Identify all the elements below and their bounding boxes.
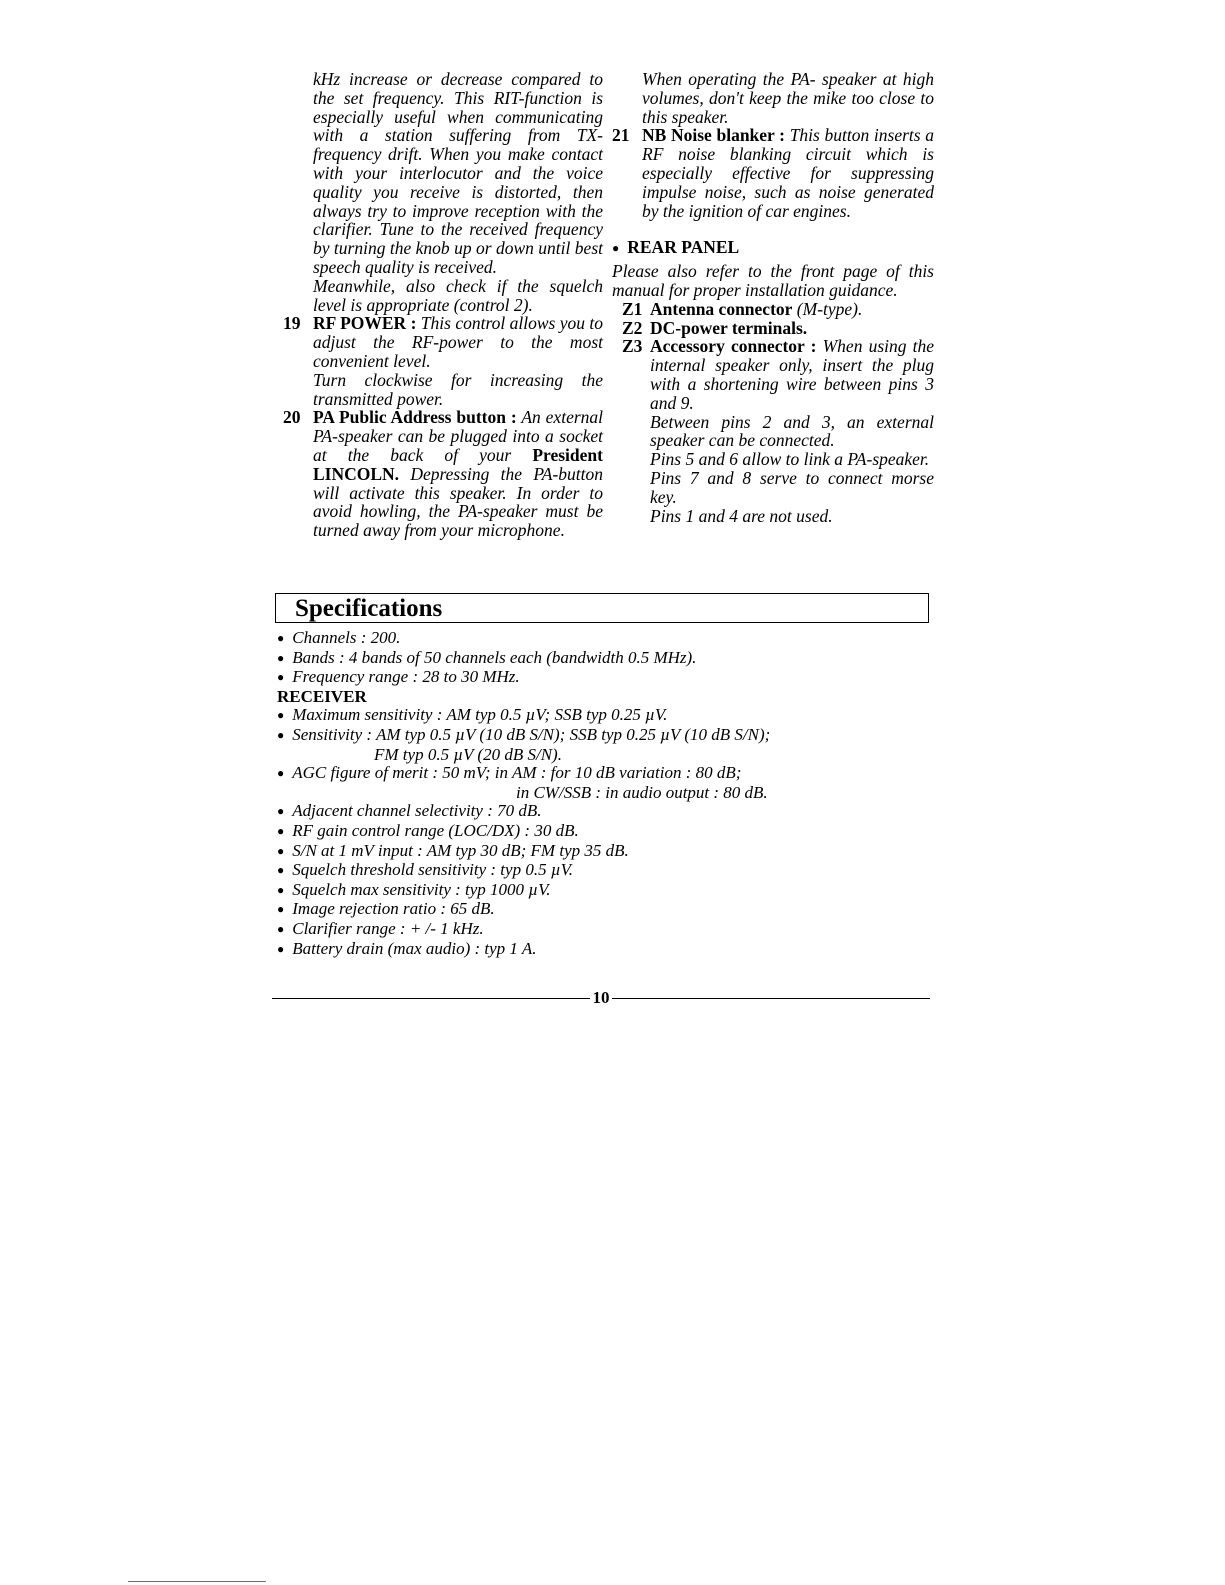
item-title: DC-power terminals. xyxy=(650,317,808,338)
item-title: NB Noise blanker : xyxy=(642,125,786,146)
pins-5-6: Pins 5 and 6 allow to link a PA-speaker. xyxy=(650,449,930,470)
item-text: This button inserts a RF noise blanking circuit which is especially effective for suppressing impulse noise, such as noise generated by the ignition of car engines. xyxy=(642,125,934,221)
item-number: 21 xyxy=(612,125,630,146)
item-number: 20 xyxy=(283,407,301,428)
pa-volume-note: When operating the PA- speaker at high volumes, don't keep the mike too close to this speaker. xyxy=(642,69,934,127)
spec-adjacent-channel: ● Adjacent channel selectivity : 70 dB. xyxy=(277,802,927,822)
brand-name: President LINCOLN. xyxy=(313,444,603,484)
item-title: RF POWER : xyxy=(313,313,417,334)
item-19-rf-power xyxy=(283,314,603,408)
spec-signal-noise: ● S/N at 1 mV input : AM typ 30 dB; FM typ 35 dB. xyxy=(277,842,927,862)
spec-agc-cw-ssb: in CW/SSB : in audio output : 80 dB. xyxy=(516,782,768,802)
rear-panel-intro: Please also refer to the front page of this manual for proper installation guidance. xyxy=(612,261,934,300)
item-number: Z2 xyxy=(622,317,643,338)
squelch-note: Meanwhile, also check if the squelch level is appropriate (control 2). xyxy=(313,275,603,315)
pa-continuation xyxy=(612,70,934,126)
page-footer xyxy=(272,988,930,1010)
z3-accessory xyxy=(612,337,934,525)
spec-image-rejection: ● Image rejection ratio : 65 dB. xyxy=(277,900,927,920)
bottom-edge-line xyxy=(128,1581,266,1582)
item-title: Antenna connector xyxy=(650,298,793,319)
footer-rule-left xyxy=(272,998,590,999)
spec-sensitivity-fm: FM typ 0.5 µV (20 dB S/N). xyxy=(374,744,562,764)
spec-clarifier-range: ● Clarifier range : + /- 1 kHz. xyxy=(277,920,927,940)
item-text-a: An external PA-speaker can be plugged into a socket at the back of your xyxy=(313,407,604,465)
z2-dc-power xyxy=(612,319,934,338)
spec-sensitivity: ● Sensitivity : AM typ 0.5 µV (10 dB S/N); SSB typ 0.25 µV (10 dB S/N); xyxy=(277,726,927,746)
spec-bands: ● Bands : 4 bands of 50 channels each (bandwidth 0.5 MHz). xyxy=(277,649,927,669)
item-number: Z3 xyxy=(622,336,643,357)
spec-max-sensitivity: ● Maximum sensitivity : AM typ 0.5 µV; SSB typ 0.25 µV. xyxy=(277,706,927,726)
specifications-title: Specifications xyxy=(295,595,443,622)
rit-clarifier-text: kHz increase or decrease compared to the set frequency. This RIT-function is especially useful when communicating with a station suffering from TX-frequency drift. When you make contact with your interlocutor and the voice quality you receive is distorted, then always try to improve reception with the clarifier. Tune to the received frequency by turning the knob up or down until best speech quality is received. xyxy=(313,69,603,277)
specifications-list xyxy=(277,629,927,959)
pins-2-3: Between pins 2 and 3, an external speaker can be connected. xyxy=(650,411,934,451)
left-column xyxy=(283,70,603,540)
item-number: Z1 xyxy=(622,298,643,319)
item-text-b: Depressing the PA-button will activate this speaker. In order to avoid howling, the PA-speaker must be turned away from your microphone. xyxy=(313,463,604,541)
receiver-heading: RECEIVER xyxy=(277,686,367,706)
specifications-title-box xyxy=(275,593,929,623)
item-20-pa-button xyxy=(283,408,603,540)
pins-7-8: Pins 7 and 8 serve to connect morse key. xyxy=(650,467,934,507)
z1-antenna xyxy=(612,300,934,319)
intro-block xyxy=(283,70,603,314)
pins-1-4: Pins 1 and 4 are not used. xyxy=(650,505,833,526)
spec-rf-gain: ● RF gain control range (LOC/DX) : 30 dB. xyxy=(277,822,927,842)
spec-battery-drain: ● Battery drain (max audio) : typ 1 A. xyxy=(277,940,927,960)
item-text-2: Turn clockwise for increasing the transmitted power. xyxy=(313,369,603,409)
page-number: 10 xyxy=(592,988,610,1007)
spec-squelch-max: ● Squelch max sensitivity : typ 1000 µV. xyxy=(277,881,927,901)
item-text: (M-type). xyxy=(796,298,863,319)
footer-rule-right xyxy=(612,998,930,999)
item-number: 19 xyxy=(283,313,301,334)
spec-channels: ● Channels : 200. xyxy=(277,629,927,649)
rear-panel-heading: ● REAR PANEL xyxy=(612,238,934,259)
item-title: PA Public Address button : xyxy=(313,407,517,428)
item-text: This control allows you to adjust the RF-power to the most convenient level. xyxy=(313,313,603,371)
spec-agc: ● AGC figure of merit : 50 mV; in AM : for 10 dB variation : 80 dB; xyxy=(277,764,927,784)
item-text: When using the internal speaker only, insert the plug with a shortening wire between pins 3 and 9. xyxy=(650,336,935,413)
item-21-noise-blanker xyxy=(612,126,934,220)
spec-frequency-range: ● Frequency range : 28 to 30 MHz. xyxy=(277,668,927,688)
spec-squelch-threshold: ● Squelch threshold sensitivity : typ 0.5 µV. xyxy=(277,861,927,881)
item-title: Accessory connector : xyxy=(650,336,817,357)
right-column xyxy=(612,70,934,525)
